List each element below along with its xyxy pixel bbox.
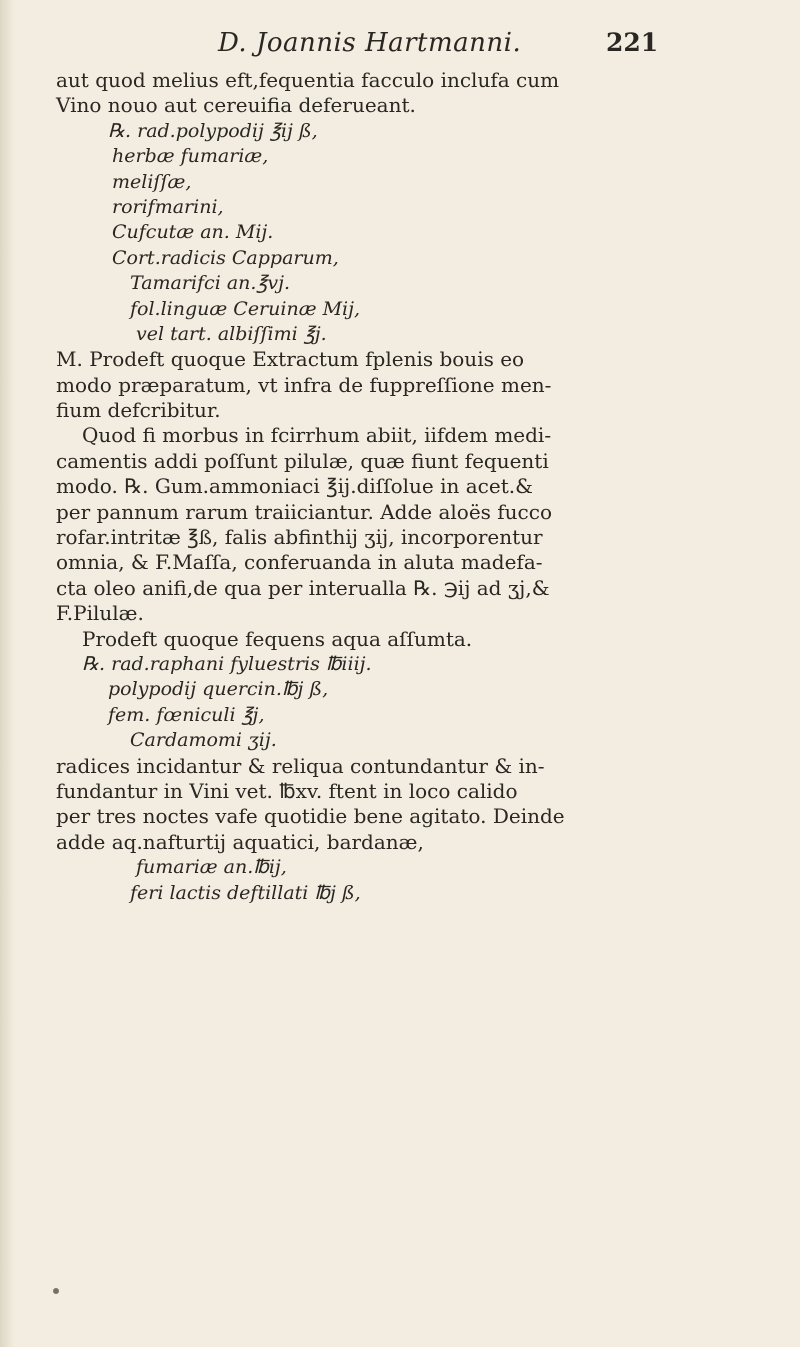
recipe-line: fumariæ an.℔ij, <box>136 856 287 879</box>
recipe-line: ℞. rad.raphani fyluestris ℔iiij. <box>82 652 372 675</box>
page-edge-shadow <box>0 0 14 1347</box>
text-line: radices incidantur & reliqua contundantur & in- <box>56 753 545 778</box>
text-line: cta oleo anifi,de qua per interualla ℞. ℈ij ad ʒj,& <box>56 575 550 600</box>
recipe-line: fol.linguæ Ceruinæ Mij, <box>130 297 361 320</box>
recipe-line: vel tart. albiſſimi ℥j. <box>136 322 327 345</box>
recipe-line: Tamarifci an.℥vj. <box>130 272 291 295</box>
recipe-line: Cufcutæ an. Mij. <box>112 221 274 244</box>
text-line: F.Pilulæ. <box>56 601 144 626</box>
text-line: camentis addi poſſunt pilulæ, quæ fiunt fequenti <box>56 448 549 473</box>
text-line: rofar.intritæ ℥ß, falis abfinthij ʒij, incorporentur <box>56 525 543 550</box>
text-line: modo præparatum, vt infra de fuppreſſione men- <box>56 372 552 397</box>
text-line: modo. ℞. Gum.ammoniaci ℥ij.diſſolue in acet.& <box>56 474 533 499</box>
page-number: 221 <box>606 28 659 57</box>
text-line: per tres noctes vafe quotidie bene agitato. Deinde <box>56 804 565 829</box>
body-text <box>56 68 696 906</box>
recipe-line: rorifmarini, <box>112 195 224 218</box>
text-line: adde aq.nafturtij aquatici, bardanæ, <box>56 829 424 854</box>
text-line: fium defcribitur. <box>56 398 221 423</box>
recipe-line: polypodij quercin.℔j ß, <box>108 678 329 701</box>
text-line: Quod fi morbus in fcirrhum abiit, iifdem medi- <box>82 423 552 448</box>
recipe-line: Cort.radicis Capparum, <box>112 246 339 269</box>
text-line: aut quod melius eft,fequentia facculo inclufa cum <box>56 68 560 92</box>
recipe-line: herbæ fumariæ, <box>112 145 269 168</box>
text-line: Vino nouo aut cereuifia deferueant. <box>56 93 416 118</box>
recipe-line: Cardamomi ʒij. <box>130 729 277 752</box>
text-line: omnia, & F.Maſſa, conferuanda in aluta madefa- <box>56 550 543 575</box>
recipe-line: ℞. rad.polypodij ℥ij ß, <box>108 119 318 142</box>
text-line: M. Prodeft quoque Extractum fplenis bouis eo <box>56 347 525 372</box>
recipe-line: fem. fœniculi ℥j, <box>108 703 265 726</box>
page-header <box>0 18 800 58</box>
ink-speck <box>53 1288 59 1294</box>
running-head: D. Joannis Hartmanni. <box>218 28 522 58</box>
recipe-line: meliſſæ, <box>112 170 192 193</box>
recipe-line: feri lactis deftillati ℔j ß, <box>130 881 361 904</box>
text-line: fundantur in Vini vet. ℔xv. ftent in loco calido <box>56 778 518 803</box>
text-line: Prodeft quoque fequens aqua aſſumta. <box>82 626 473 651</box>
text-line: per pannum rarum traiiciantur. Adde aloës fucco <box>56 499 552 524</box>
